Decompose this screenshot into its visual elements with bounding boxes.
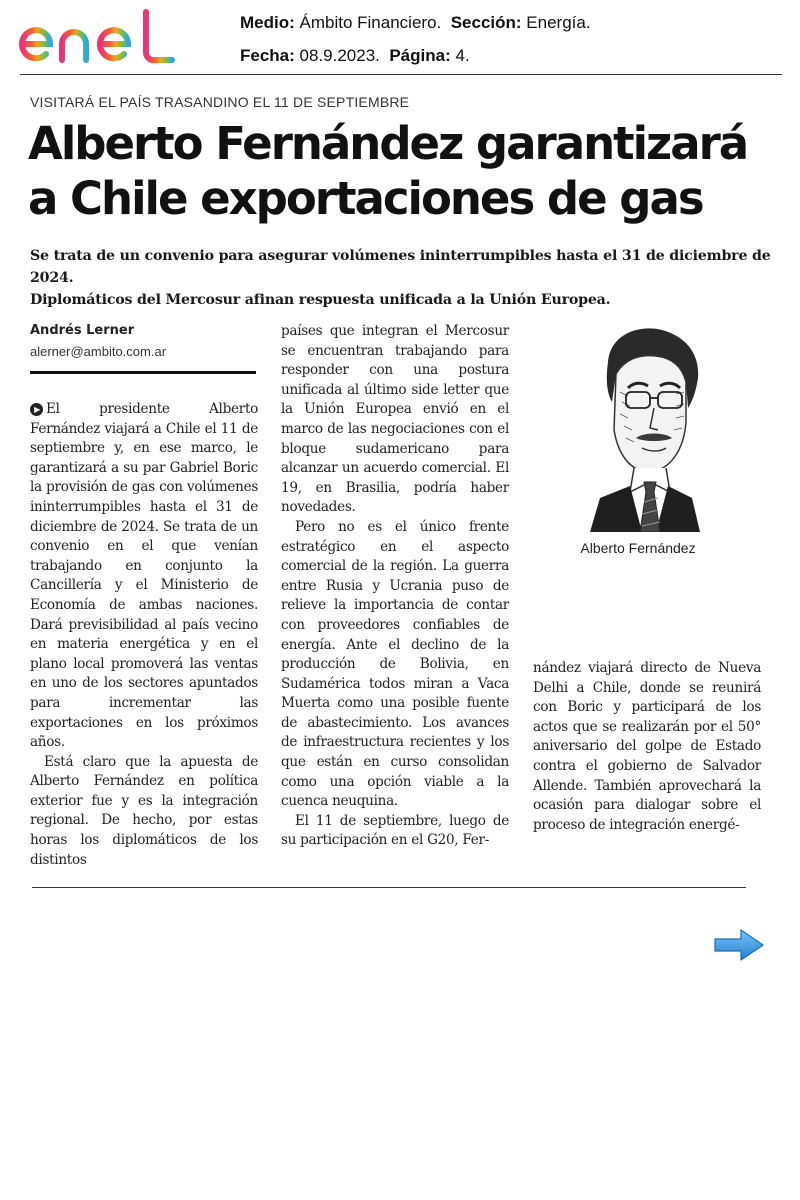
clipping-metadata bbox=[240, 6, 591, 72]
pagina-value: 4. bbox=[455, 46, 470, 65]
portrait-illustration bbox=[580, 322, 710, 532]
pagina-label: Página: bbox=[389, 46, 451, 65]
subhead-line-1: Se trata de un convenio para asegurar volúmenes ininterrumpibles hasta el 31 de diciembre de 2024. bbox=[30, 248, 771, 286]
seccion-value: Energía. bbox=[526, 13, 591, 32]
paragraph: El 11 de septiembre, luego de su participación en el G20, Fer- bbox=[281, 812, 509, 849]
article-column-2 bbox=[281, 322, 509, 851]
photo-caption: Alberto Fernández bbox=[580, 540, 696, 556]
article-headline bbox=[28, 116, 788, 226]
paragraph: Pero no es el único frente estratégico en el aspecto comercial de la región. La guerra entre Rusia y Ucrania puso de relieve la importancia de contar con proveedores confiables de energía. Ante el declino de la producción de Bolivia, en Sudamérica todos miran a Vaca Muerta como una posible fuente de abastecimiento. Los avances de infraestructura recientes y los que están en curso consolidan como una opción viable a la cuenca neuquina. bbox=[281, 518, 509, 810]
article-kicker: VISITARÁ EL PAÍS TRASANDINO EL 11 DE SEPTIEMBRE bbox=[30, 94, 410, 110]
article-subhead bbox=[30, 245, 780, 311]
arrow-right-icon[interactable] bbox=[713, 928, 765, 962]
paragraph-text: El presidente Alberto Fernández viajará a Chile el 11 de septiembre y, en ese marco, le garantizará a su par Gabriel Boric la provisión de gas con volúmenes ininterrumpibles hasta el 31 de diciembre de 2024. Se trata de un convenio en el que venían trabajando en conjunto la Cancillería y el Ministerio de Economía de ambas naciones. Dará previsibilidad al país vecino en materia energética y en el plano local promoverá las ventas en uno de los sectores apuntados para incrementar las exportaciones en los próximos años. bbox=[30, 401, 258, 751]
enel-logo bbox=[16, 8, 178, 66]
fecha-label: Fecha: bbox=[240, 46, 295, 65]
play-circle-icon: ▶ bbox=[30, 403, 43, 416]
article-column-1 bbox=[30, 400, 258, 870]
headline-line-1: Alberto Fernández garantizará bbox=[28, 117, 748, 170]
paragraph: Está claro que la apuesta de Alberto Fernández en política exterior fue y es la integración regional. De hecho, por estas horas los diplomáticos de los distintos bbox=[30, 753, 258, 868]
medio-label: Medio: bbox=[240, 13, 295, 32]
headline-line-2: a Chile exportaciones de gas bbox=[28, 172, 703, 225]
seccion-label: Sección: bbox=[450, 13, 522, 32]
byline-divider bbox=[30, 371, 256, 374]
article-column-3 bbox=[533, 659, 761, 835]
subhead-line-2: Diplomáticos del Mercosur afinan respuesta unificada a la Unión Europea. bbox=[30, 292, 611, 308]
author-name: Andrés Lerner bbox=[30, 323, 135, 338]
header-divider bbox=[20, 74, 782, 75]
fecha-value: 08.9.2023. bbox=[299, 46, 380, 65]
paragraph: nández viajará directo de Nueva Delhi a Chile, donde se reunirá con Boric y participará de los actos que se realizarán por el 50° aniversario del golpe de Estado contra el gobierno de Salvador Allende. También aprovechará la ocasión para dialogar sobre el proceso de integración energé- bbox=[533, 660, 761, 833]
medio-value: Ámbito Financiero. bbox=[299, 13, 442, 32]
paragraph: países que integran el Mercosur se encuentran trabajando para responder con una postura unificada al último side letter que la Unión Europea envió en el marco de las negociaciones con el bloque sudamericano para alcanzar un acuerdo comercial. El 19, en Brasilia, podría haber novedades. bbox=[281, 323, 509, 516]
author-email: alerner@ambito.com.ar bbox=[30, 344, 167, 359]
footer-divider bbox=[32, 887, 746, 888]
paragraph bbox=[30, 400, 258, 753]
